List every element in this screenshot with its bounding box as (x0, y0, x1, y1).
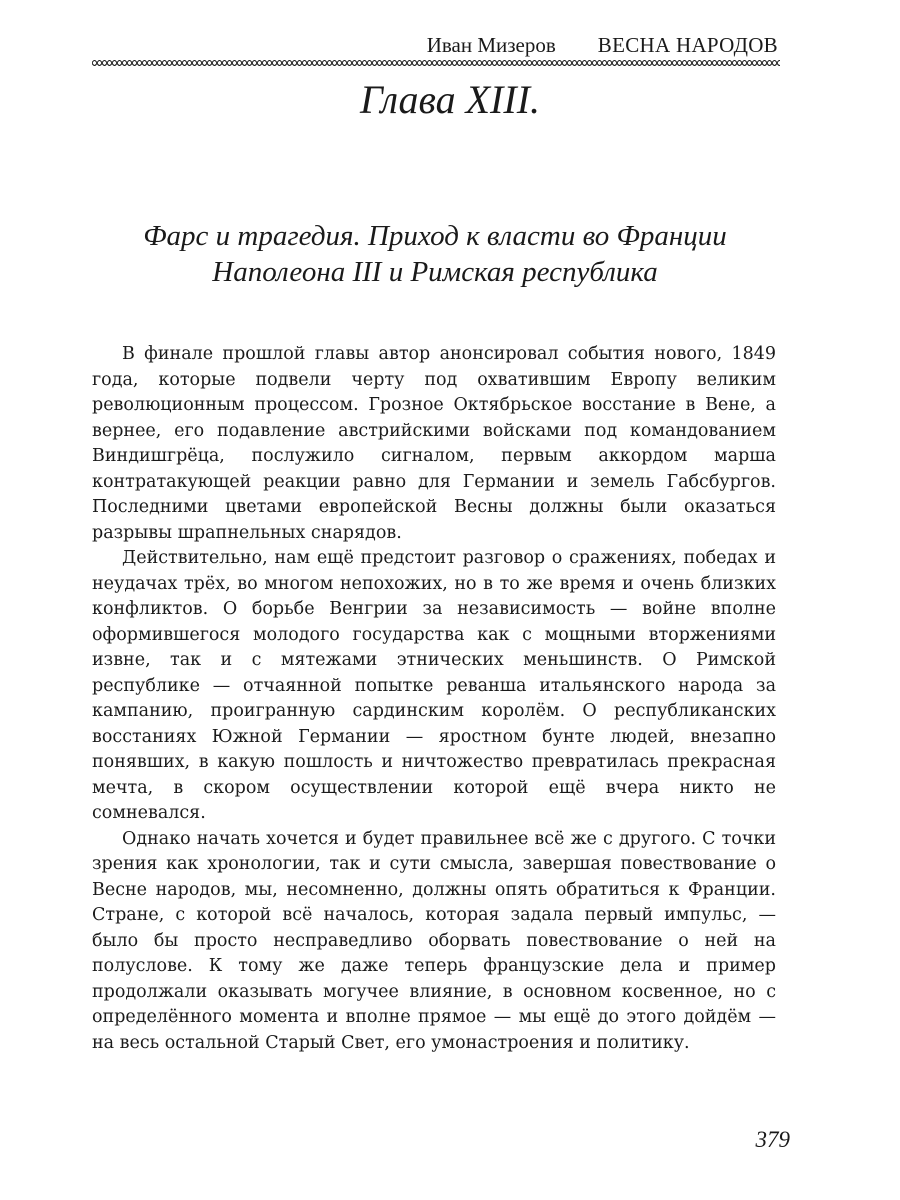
running-head-book-title: ВЕСНА НАРОДОВ (597, 33, 778, 57)
running-head (92, 33, 778, 57)
chapter-title-line-1: Фарс и трагедия. Приход к власти во Франции (143, 220, 727, 252)
page-number: 379 (755, 1127, 790, 1152)
chapter-title-line-2: Наполеона III и Римская республика (212, 256, 658, 288)
paragraph-2: Действительно, нам ещё предстоит разговор о сражениях, победах и неудачах трёх, во многом непохожих, но в то же время и очень близких конфликтов. О борьбе Венгрии за независимость — войне вполне оформившегося молодого государства как с мощными вторжениями извне, так и с мятежами этнических меньшинств. О Римской республике — отчаянной попытке реванша итальянского народа за кампанию, проигранную сардинским королём. О республиканских восстаниях Южной Германии — яростном бунте людей, внезапно понявших, в какую пошлость и ничтожество превратилась прекрасная мечта, в скором осуществлении которой ещё вчера никто не сомневался. (92, 548, 776, 823)
running-head-author: Иван Мизеров (426, 33, 556, 57)
chapter-title (92, 218, 778, 290)
paragraph-3: Однако начать хочется и будет правильнее всё же с другого. С точки зрения как хронологии, так и сути смысла, завершая повествование о Весне народов, мы, несомненно, должны опять обратиться к Франции. Стране, с которой всё началось, которая задала первый импульс, — было бы просто несправедливо оборвать повествование о ней на полуслове. К тому же даже теперь французские дела и пример продолжали оказывать могучее влияние, в основном косвенное, но с определённого момента и вполне прямое — мы ещё до этого дойдём — на весь остальной Старый Свет, его умонастроения и политику. (92, 828, 776, 1053)
decorative-rule (92, 57, 780, 69)
chapter-number: Глава XIII. (359, 77, 541, 122)
body-text (92, 342, 776, 1056)
paragraph-1: В финале прошлой главы автор анонсировал события нового, 1849 года, которые подвели черту под охватившим Европу великим революционным процессом. Грозное Октябрьское восстание в Вене, а вернее, его подавление австрийскими войсками под командованием Виндишгрёца, послужило сигналом, первым аккордом марша контратакующей реакции равно для Германии и земель Габсбургов. Последними цветами европейской Весны должны были оказаться разрывы шрапнельных снарядов. (92, 344, 776, 543)
